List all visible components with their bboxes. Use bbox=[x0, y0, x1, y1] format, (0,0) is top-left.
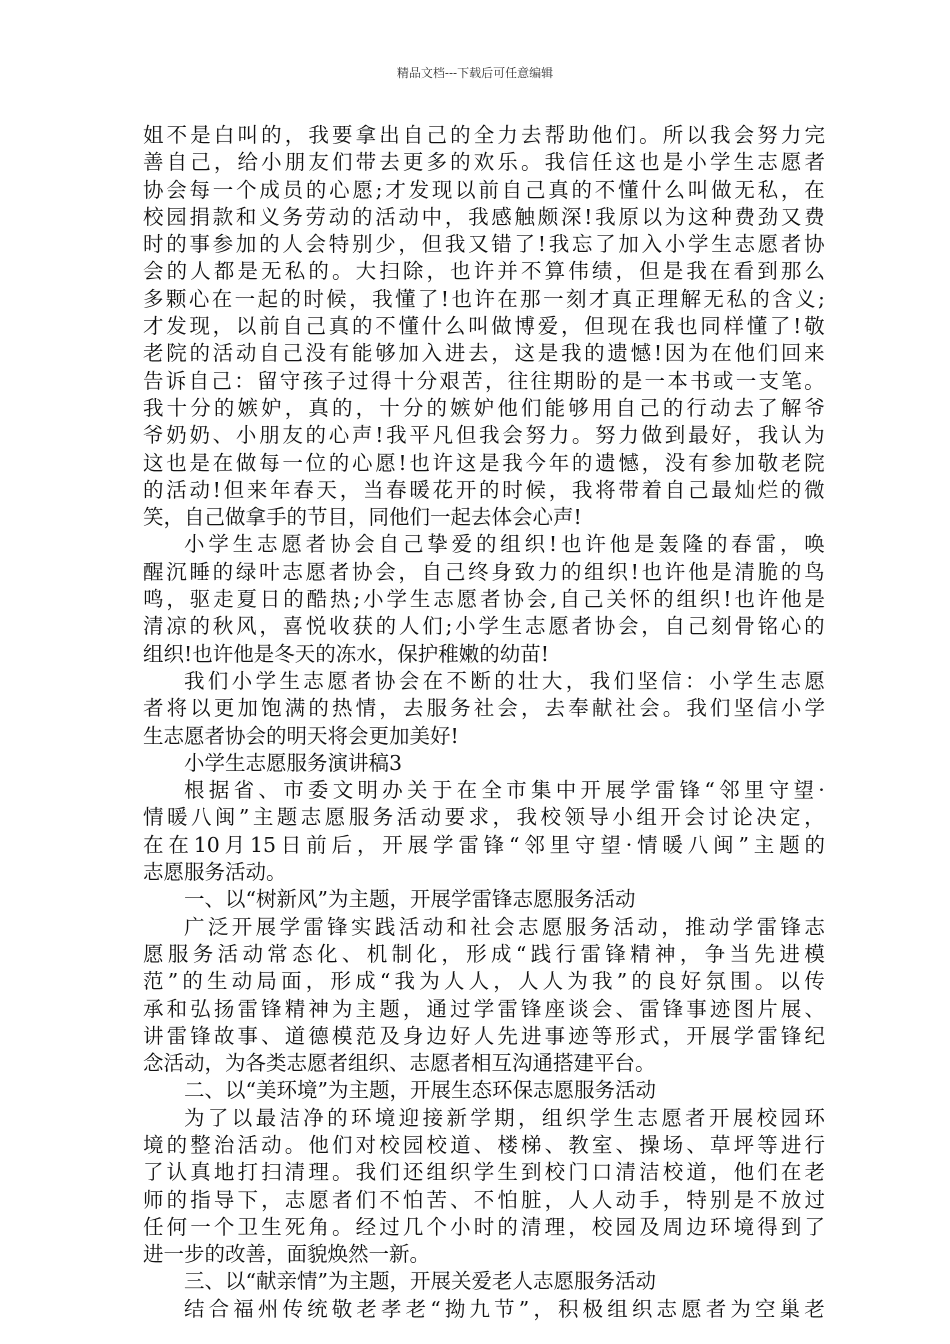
text-line: 鸣 ， 驱 走 夏 日 的 酷 热 ; 小 学 生 志 愿 者 协 会 , 自 己 关 怀 的 组 织 ! 也 许 他 是 bbox=[143, 587, 825, 612]
text-line: 协 会 每 一 个 成 员 的 心 愿 ; 才 发 现 以 前 自 己 真 的 不 懂 什 么 叫 做 无 私 ， 在 bbox=[143, 177, 825, 202]
page-header: 精品文档---下载后可任意编辑 bbox=[396, 66, 554, 80]
text-line: 多 颗 心 在 一 起 的 时 候 ， 我 懂 了 ! 也 许 在 那 一 刻 才 真 正 理 解 无 私 的 含 义 ; bbox=[143, 286, 825, 311]
text-line: 结 合 福 州 传 统 敬 老 孝 老 “ 拗 九 节 ” ， 积 极 组 织 志 愿 者 为 空 巢 老 bbox=[184, 1296, 825, 1321]
text-line: 志愿服务活动。 bbox=[143, 860, 287, 885]
text-line: 告 诉 自 己 ： 留 守 孩 子 过 得 十 分 艰 苦 ， 往 往 期 盼 的 是 一 本 书 或 一 支 笔 。 bbox=[143, 368, 825, 393]
text-line: 了 认 真 地 打 扫 清 理 。 我 们 还 组 织 学 生 到 校 门 口 清 洁 校 道 ， 他 们 在 老 bbox=[143, 1160, 825, 1185]
text-line: 小 学 生 志 愿 者 协 会 自 己 挚 爱 的 组 织 ! 也 许 他 是 轰 隆 的 春 雷 ， 唤 bbox=[184, 532, 825, 557]
text-line: 才 发 现 ， 以 前 自 己 真 的 不 懂 什 么 叫 做 博 爱 ， 但 现 在 我 也 同 样 懂 了 ! 敬 bbox=[143, 314, 825, 339]
text-line: 老 院 的 活 动 自 己 没 有 能 够 加 入 进 去 ， 这 是 我 的 遗 憾 ! 因 为 在 他 们 回 来 bbox=[143, 341, 825, 366]
document-body bbox=[143, 122, 825, 1323]
text-line: 醒 沉 睡 的 绿 叶 志 愿 者 协 会 ， 自 己 终 身 致 力 的 组 织 ! 也 许 他 是 清 脆 的 鸟 bbox=[143, 559, 825, 584]
text-line: 一、以“树新风”为主题，开展学雷锋志愿服务活动 bbox=[184, 887, 636, 912]
text-line: 范 ” 的 生 动 局 面 ， 形 成 “ 我 为 人 人 ， 人 人 为 我 ” 的 良 好 氛 围 。 以 传 bbox=[143, 969, 825, 994]
text-line: 爷 奶 奶 、 小 朋 友 的 心 声 ! 我 平 凡 但 我 会 努 力 。 努 力 做 到 最 好 ， 我 认 为 bbox=[143, 423, 825, 448]
text-line: 讲 雷 锋 故 事 、 道 德 模 范 及 身 边 好 人 先 进 事 迹 等 形 式 ， 开 展 学 雷 锋 纪 bbox=[143, 1023, 825, 1048]
text-line: 我 十 分 的 嫉 妒 ， 真 的 ， 十 分 的 嫉 妒 他 们 能 够 用 自 己 的 行 动 去 了 解 爷 bbox=[143, 395, 825, 420]
text-line: 进一步的改善，面貌焕然一新。 bbox=[143, 1242, 430, 1267]
text-line: 任 何 一 个 卫 生 死 角 。 经 过 几 个 小 时 的 清 理 ， 校 园 及 周 边 环 境 得 到 了 bbox=[143, 1214, 825, 1239]
text-line: 情 暖 八 闽 ” 主 题 志 愿 服 务 活 动 要 求 ， 我 校 领 导 小 组 开 会 讨 论 决 定 ， bbox=[143, 805, 825, 830]
text-line: 时 的 事 参 加 的 人 会 特 别 少 ， 但 我 又 错 了 ! 我 忘 了 加 入 小 学 生 志 愿 者 协 bbox=[143, 232, 825, 257]
text-line: 生志愿者协会的明天将会更加美好! bbox=[143, 723, 459, 748]
text-line: 在 在 10 月 15 日 前 后 ， 开 展 学 雷 锋 “ 邻 里 守 望 · 情 暖 八 闽 ” 主 题 的 bbox=[143, 832, 825, 857]
text-line: 者 将 以 更 加 饱 满 的 热 情 ， 去 服 务 社 会 ， 去 奉 献 社 会 。 我 们 坚 信 小 学 bbox=[143, 696, 825, 721]
text-line: 念活动，为各类志愿者组织、志愿者相互沟通搭建平台。 bbox=[143, 1051, 656, 1076]
text-line: 善 自 己 ， 给 小 朋 友 们 带 去 更 多 的 欢 乐 。 我 信 任 这 也 是 小 学 生 志 愿 者 bbox=[143, 150, 825, 175]
text-line: 境 的 整 治 活 动 。 他 们 对 校 园 校 道 、 楼 梯 、 教 室 、 操 场 、 草 坪 等 进 行 bbox=[143, 1132, 825, 1157]
text-line: 笑，自己做拿手的节目，同他们一起去体会心声! bbox=[143, 505, 582, 530]
text-line: 三、以“献亲情”为主题，开展关爱老人志愿服务活动 bbox=[184, 1269, 656, 1294]
text-line: 为 了 以 最 洁 净 的 环 境 迎 接 新 学 期 ， 组 织 学 生 志 愿 者 开 展 校 园 环 bbox=[184, 1105, 825, 1130]
text-line: 根 据 省 、 市 委 文 明 办 关 于 在 全 市 集 中 开 展 学 雷 锋 “ 邻 里 守 望 · bbox=[184, 778, 825, 803]
text-line: 会 的 人 都 是 无 私 的 。 大 扫 除 ， 也 许 并 不 算 伟 绩 ， 但 是 我 在 看 到 那 么 bbox=[143, 259, 825, 284]
text-line: 我 们 小 学 生 志 愿 者 协 会 在 不 断 的 壮 大 ， 我 们 坚 信 ： 小 学 生 志 愿 bbox=[184, 668, 825, 693]
text-line: 组织!也许他是冬天的冻水，保护稚嫩的幼苗! bbox=[143, 641, 549, 666]
text-line: 这 也 是 在 做 每 一 位 的 心 愿 ! 也 许 这 是 我 今 年 的 遗 憾 ， 没 有 参 加 敬 老 院 bbox=[143, 450, 825, 475]
text-line: 小学生志愿服务演讲稿3 bbox=[184, 750, 403, 775]
text-line: 的 活 动 ! 但 来 年 春 天 ， 当 春 暖 花 开 的 时 候 ， 我 将 带 着 自 己 最 灿 烂 的 微 bbox=[143, 477, 825, 502]
text-line: 愿 服 务 活 动 常 态 化 、 机 制 化 ， 形 成 “ 践 行 雷 锋 精 神 ， 争 当 先 进 模 bbox=[143, 941, 825, 966]
text-line: 二、以“美环境”为主题，开展生态环保志愿服务活动 bbox=[184, 1078, 656, 1103]
text-line: 承 和 弘 扬 雷 锋 精 神 为 主 题 ， 通 过 学 雷 锋 座 谈 会 、 雷 锋 事 迹 图 片 展 、 bbox=[143, 996, 825, 1021]
text-line: 清 凉 的 秋 风 ， 喜 悦 收 获 的 人 们 ; 小 学 生 志 愿 者 协 会 ， 自 己 刻 骨 铭 心 的 bbox=[143, 614, 825, 639]
text-line: 广 泛 开 展 学 雷 锋 实 践 活 动 和 社 会 志 愿 服 务 活 动 ， 推 动 学 雷 锋 志 bbox=[184, 914, 825, 939]
text-line: 校 园 捐 款 和 义 务 劳 动 的 活 动 中 ， 我 感 触 颇 深 ! 我 原 以 为 这 种 费 劲 又 费 bbox=[143, 204, 825, 229]
text-line: 师 的 指 导 下 ， 志 愿 者 们 不 怕 苦 、 不 怕 脏 ， 人 人 动 手 ， 特 别 是 不 放 过 bbox=[143, 1187, 825, 1212]
text-line: 姐 不 是 白 叫 的 ， 我 要 拿 出 自 己 的 全 力 去 帮 助 他 们 。 所 以 我 会 努 力 完 bbox=[143, 123, 825, 147]
